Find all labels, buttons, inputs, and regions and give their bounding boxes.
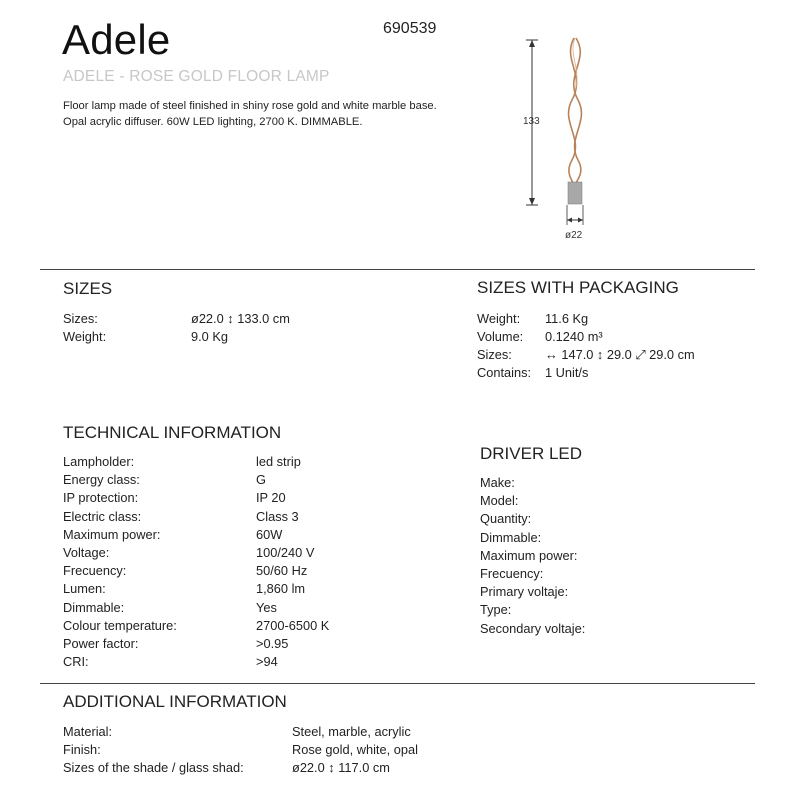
driver-row-label: Make:: [480, 475, 515, 490]
technical-row-value: G: [256, 472, 266, 488]
technical-heading: TECHNICAL INFORMATION: [63, 423, 282, 442]
weight-value: 9.0 Kg: [191, 329, 228, 344]
product-subtitle: ADELE - ROSE GOLD FLOOR LAMP: [63, 68, 330, 85]
technical-row-label: Power factor:: [63, 636, 139, 651]
technical-row-value: 100/240 V: [256, 545, 315, 560]
driver-row-label: Primary voltaje:: [480, 584, 569, 600]
packaging-contains-label: Contains:: [477, 365, 532, 380]
product-title: Adele: [62, 16, 171, 63]
driver-row-label: Quantity:: [480, 511, 532, 527]
technical-row-label: IP protection:: [63, 490, 139, 506]
technical-row-label: Energy class:: [63, 472, 140, 488]
technical-row-label: Frecuency:: [63, 563, 127, 579]
additional-row-value: Rose gold, white, opal: [292, 742, 418, 758]
sizes-heading: SIZES: [63, 279, 113, 298]
technical-row-label: Voltage:: [63, 545, 110, 560]
additional-row-label: Material:: [63, 724, 113, 739]
technical-row-label: Colour temperature:: [63, 617, 177, 633]
product-description: Floor lamp made of steel finished in shiny rose gold and white marble base. Opal acrylic diffuser. 60W LED lighting, 2700 K. DIMMABLE.: [63, 100, 437, 128]
packaging-weight-value: 11.6 Kg: [545, 311, 589, 326]
sizes-value: ø22.0 ↕ 133.0 cm: [191, 311, 290, 326]
weight-label: Weight:: [63, 329, 107, 344]
lamp-base: [568, 182, 582, 204]
additional-heading: ADDITIONAL INFORMATION: [63, 692, 287, 711]
technical-row-value: 50/60 Hz: [256, 563, 308, 579]
additional-row-label: Finish:: [63, 742, 101, 758]
technical-row-value: 1,860 lm: [256, 581, 306, 597]
lamp-drawing: [510, 30, 620, 250]
divider-top: [40, 269, 755, 270]
lamp-body: [569, 38, 582, 183]
driver-row-label: Model:: [480, 493, 519, 509]
height-label: 133: [523, 116, 540, 127]
packaging-sizes-label: Sizes:: [477, 347, 512, 362]
technical-row-label: Dimmable:: [63, 599, 125, 615]
driver-heading: DRIVER LED: [480, 444, 583, 463]
packaging-sizes-value: ↔ 147.0 ↕ 29.0 ⤢ 29.0 cm: [545, 347, 695, 362]
technical-row-label: Electric class:: [63, 508, 142, 524]
technical-row-label: CRI:: [63, 654, 89, 670]
divider-bottom: [40, 683, 755, 684]
technical-row-label: Lumen:: [63, 581, 106, 597]
product-code: 690539: [383, 20, 437, 37]
technical-row-value: Class 3: [256, 508, 299, 524]
driver-row-label: Frecuency:: [480, 566, 544, 581]
driver-row-label: Dimmable:: [480, 529, 542, 545]
driver-row-label: Maximum power:: [480, 547, 578, 563]
driver-row-label: Secondary voltaje:: [480, 620, 586, 636]
packaging-volume-label: Volume:: [477, 329, 524, 344]
diameter-label: ø22: [565, 230, 583, 241]
driver-row-label: Type:: [480, 602, 512, 618]
technical-row-value: >94: [256, 654, 278, 670]
technical-row-value: 2700-6500 K: [256, 617, 330, 633]
technical-row-value: 60W: [256, 526, 283, 542]
technical-row-value: IP 20: [256, 490, 286, 506]
packaging-weight-label: Weight:: [477, 311, 521, 326]
packaging-volume-value: 0.1240 m³: [545, 329, 603, 344]
sizes-label: Sizes:: [63, 311, 98, 326]
technical-row-value: led strip: [256, 454, 301, 469]
technical-row-value: Yes: [256, 599, 277, 615]
additional-row-value: ø22.0 ↕ 117.0 cm: [292, 760, 390, 776]
packaging-contains-value: 1 Unit/s: [545, 365, 589, 380]
additional-row-label: Sizes of the shade / glass shad:: [63, 760, 244, 776]
additional-row-value: Steel, marble, acrylic: [292, 724, 411, 739]
packaging-heading: SIZES WITH PACKAGING: [477, 278, 679, 297]
technical-row-label: Maximum power:: [63, 526, 161, 542]
technical-row-value: >0.95: [256, 636, 289, 651]
technical-row-label: Lampholder:: [63, 454, 135, 469]
